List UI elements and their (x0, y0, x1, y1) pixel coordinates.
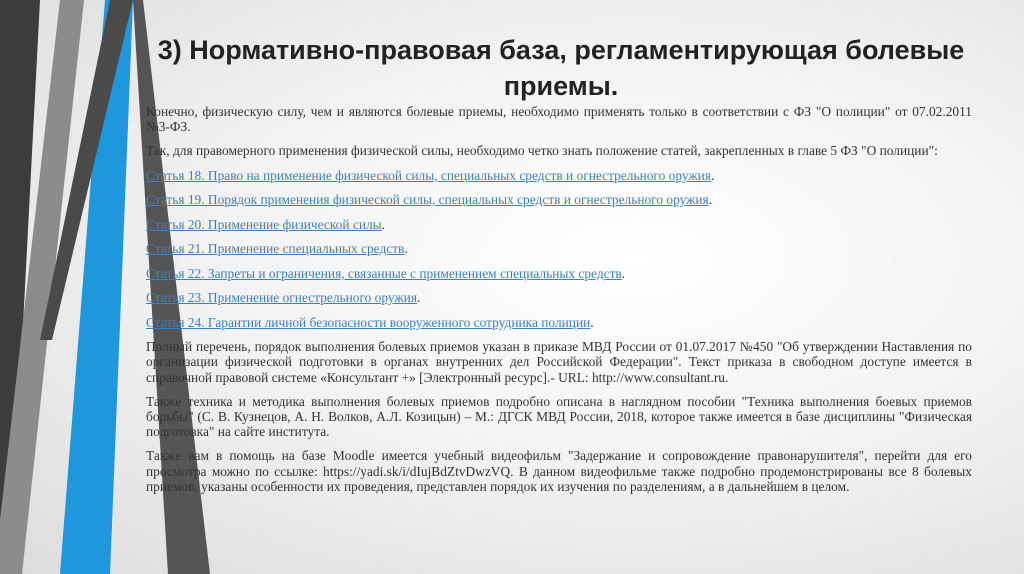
law-article-item: Статья 18. Право на применение физической силы, специальных средств и огнестрельного оружия. (146, 167, 715, 183)
slide-content (146, 104, 972, 503)
law-article-link-20[interactable]: Статья 20. Применение физической силы (146, 216, 382, 232)
paragraph-articles-lead: Так, для правомерного применения физической силы, необходимо четко знать положение статей, закрепленных в главе 5 ФЗ "О полиции": (146, 143, 938, 159)
law-article-link-23[interactable]: Статья 23. Применение огнестрельного оружия (146, 290, 417, 306)
paragraph-video: Также вам в помощь на базе Moodle имеется учебный видеофильм "Задержание и сопровождение правонарушителя", перейти для его просмотра можно по ссылке: https://yadi.sk/i/dIujBdZtvDwzVQ. В данном видеофильме также подробно продемонстрированы все 8 болевых приемов, указаны особенности их проведения, представлен порядок их изучения по разделениям, а в дальнейшем в целом. (146, 448, 972, 494)
slide-title: 3) Нормативно-правовая база, регламентирующая болевые приемы. (157, 35, 965, 101)
law-article-link-18[interactable]: Статья 18. Право на применение физической силы, специальных средств и огнестрельного оружия (146, 167, 711, 183)
law-article-link-22[interactable]: Статья 22. Запреты и ограничения, связанные с применением специальных средств (146, 265, 622, 281)
paragraph-intro: Конечно, физическую силу, чем и являются болевые приемы, необходимо применять только в соответствии с ФЗ "О полиции" от 07.02.2011 №3-ФЗ. (146, 104, 972, 135)
law-article-item: Статья 19. Порядок применения физической силы, специальных средств и огнестрельного оружия. (146, 192, 713, 208)
law-article-link-19[interactable]: Статья 19. Порядок применения физической силы, специальных средств и огнестрельного оружия (146, 192, 709, 208)
law-article-item: Статья 24. Гарантии личной безопасности вооруженного сотрудника полиции. (146, 314, 594, 330)
law-article-link-21[interactable]: Статья 21. Применение специальных средств (146, 241, 405, 257)
paragraph-manual: Также техника и методика выполнения болевых приемов подробно описана в наглядном пособии "Техника выполнения боевых приемов борьбы" (С. В. Кузнецов, А. Н. Волков, А.Л. Козицын) – М.: ДГСК МВД России, 2018, которое также имеется в базе дисциплины "Физическая подготовка" на сайте института. (146, 393, 972, 440)
law-article-link-24[interactable]: Статья 24. Гарантии личной безопасности вооруженного сотрудника полиции (146, 314, 591, 330)
law-article-item: Статья 22. Запреты и ограничения, связанные с применением специальных средств. (146, 265, 626, 281)
law-article-item: Статья 21. Применение специальных средств. (146, 241, 408, 257)
law-article-item: Статья 20. Применение физической силы. (146, 216, 386, 232)
paragraph-order-450: Полный перечень, порядок выполнения болевых приемов указан в приказе МВД России от 01.07.2017 №450 "Об утверждении Наставления по организации физической подготовки в органах внутренних дел Российской Федерации". Текст приказа в свободном доступе имеется в справочной правовой системе «Консультант +» [Электронный ресурс].- URL: http://www.consultant.ru. (146, 339, 972, 385)
law-article-item: Статья 23. Применение огнестрельного оружия. (146, 290, 421, 306)
